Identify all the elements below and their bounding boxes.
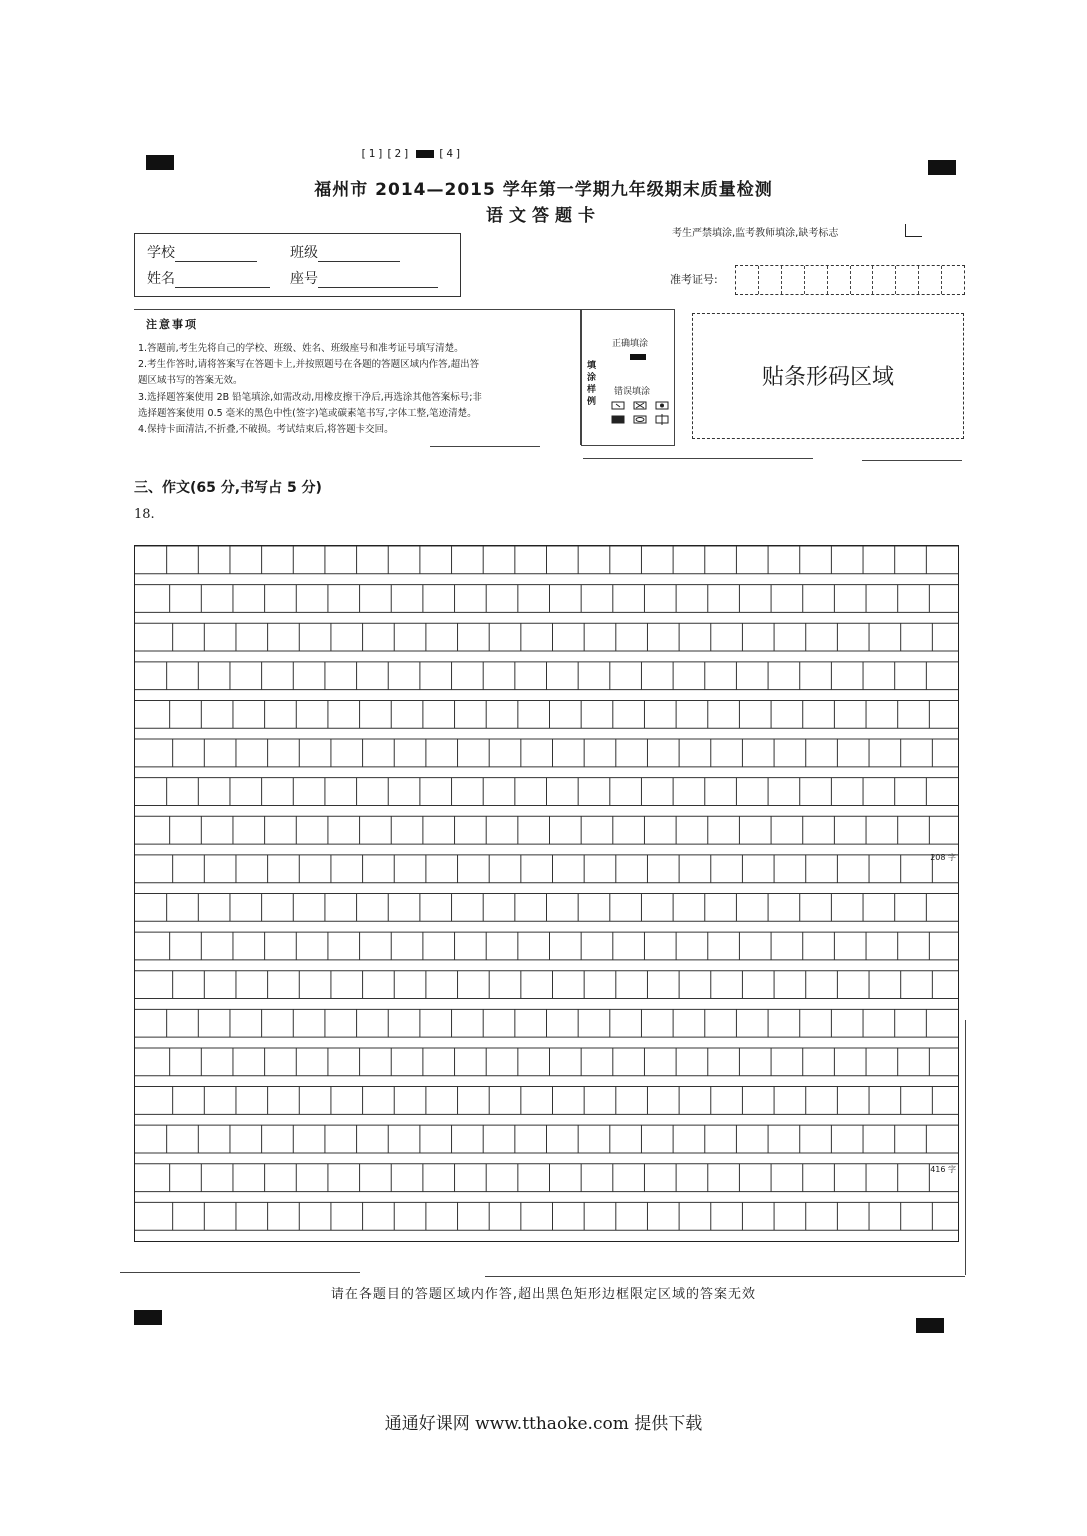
absence-flag-note: 考生严禁填涂,监考教师填涂,缺考标志 [672,228,839,239]
divider [485,1276,965,1277]
note-line: 1.答题前,考生先将自己的学校、班级、姓名、班级座号和准考证号填写清楚。 [138,343,464,354]
admit-digit-cell[interactable] [759,266,782,294]
seat-field[interactable] [318,273,438,288]
admit-digit-cell[interactable] [736,266,759,294]
registration-mark-bottom-left [134,1310,162,1325]
barcode-area[interactable] [692,313,964,439]
name-label: 姓名 [147,271,175,287]
download-watermark: 通通好课网 www.tthaoke.com 提供下载 [384,1414,703,1434]
essay-writing-grid[interactable] [134,545,959,1242]
divider [583,458,813,459]
school-label: 学校 [147,245,175,261]
admit-digit-cell[interactable] [896,266,919,294]
divider [862,460,962,461]
note-line: 3.选择题答案使用 2B 铅笔填涂,如需改动,用橡皮擦干净后,再选涂其他答案标号;非 [138,392,482,403]
right-margin-line [965,1020,966,1275]
page-number-indicator: [1][2] [4] [360,147,464,160]
section-title: 三、作文(65 分,书写占 5 分) [134,480,322,496]
absence-flag-box[interactable] [905,224,922,237]
fill-sample-vertical-label: 填涂样例 [587,361,597,407]
footer-note: 请在各题目的答题区域内作答,超出黑色矩形边框限定区域的答案无效 [330,1287,757,1302]
school-field[interactable] [175,247,257,262]
admit-digit-cell[interactable] [919,266,942,294]
note-line: 选择题答案使用 0.5 毫米的黑色中性(签字)笔或碳素笔书写,字体工整,笔迹清楚。 [138,408,477,419]
page-number-1: 1 [368,147,378,160]
wrong-fill-samples [608,400,678,432]
divider [430,446,540,447]
admit-digit-cell[interactable] [873,266,896,294]
admit-number-label: 准考证号: [670,273,718,286]
class-label: 班级 [290,245,318,261]
notes-title: 注意事项 [146,318,198,331]
char-count-marker: 416 字 [930,1165,956,1174]
page-number-current-mark [416,150,434,158]
student-info-box [134,233,461,297]
admit-digit-cell[interactable] [782,266,805,294]
seat-label: 座号 [290,271,318,287]
admit-digit-cell[interactable] [942,266,964,294]
page-number-2: 2 [394,147,404,160]
registration-mark-bottom-right [916,1318,944,1333]
question-number: 18. [134,507,155,522]
class-field[interactable] [318,247,400,262]
wrong-fill-label: 错误填涂 [614,387,651,397]
name-field[interactable] [175,273,270,288]
essay-grid-lines [135,546,958,1241]
admit-digit-cell[interactable] [828,266,851,294]
registration-mark-top-left [146,155,174,170]
char-count-marker: 208 字 [930,853,956,862]
admit-digit-cell[interactable] [851,266,874,294]
page-title: 福州市 2014—2015 学年第一学期九年级期末质量检测 [314,180,773,200]
divider [120,1272,360,1273]
registration-mark-top-right [928,160,956,175]
admit-digit-cell[interactable] [805,266,828,294]
admit-number-field[interactable] [735,265,965,295]
note-line: 4.保持卡面清洁,不折叠,不破损。考试结束后,将答题卡交回。 [138,424,394,435]
page-number-4: 4 [446,147,455,160]
correct-fill-sample [630,354,646,360]
page-subtitle: 语文答题卡 [486,206,601,226]
fill-sample-box [581,309,675,446]
note-line: 2.考生作答时,请将答案写在答题卡上,并按照题号在各题的答题区域内作答,超出答 [138,359,480,370]
barcode-label: 贴条形码区域 [761,365,894,390]
note-line: 题区域书写的答案无效。 [138,375,243,386]
correct-fill-label: 正确填涂 [612,339,649,349]
